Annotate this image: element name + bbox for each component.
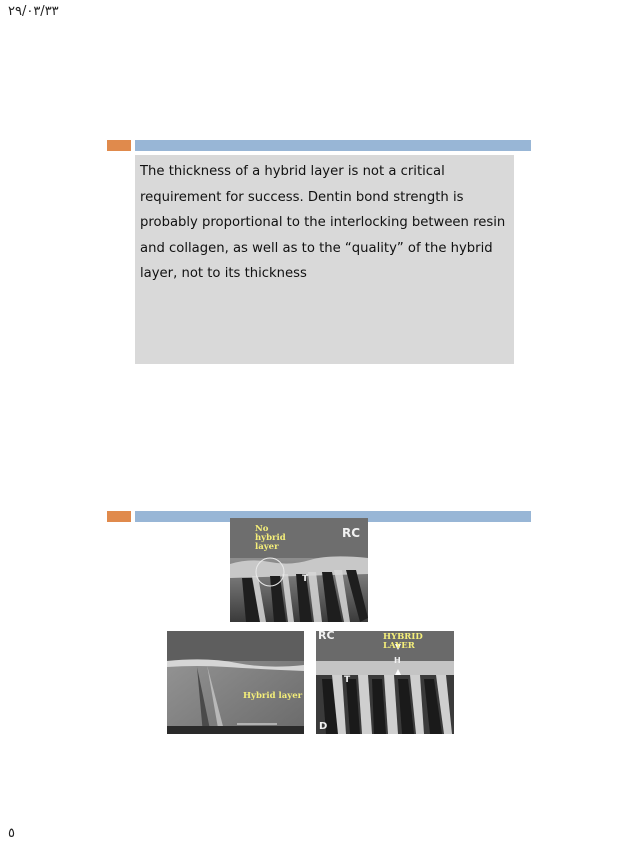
hybrid-layer-title: HYBRID LAYER: [383, 632, 423, 651]
tag-h: H: [394, 656, 401, 665]
page-number: ٥: [8, 826, 15, 841]
resin-composite-tag: RC: [342, 526, 361, 540]
resin-composite-tag: RC: [318, 631, 335, 642]
slide1-body-text: The thickness of a hybrid layer is not a critical requirement for success. Dentin bond strength is probably proportional to the interlocking between resin and collagen, as well as to the “quality” of the hybrid layer, not to its thickness: [140, 164, 506, 281]
slide2-accent-bar: [107, 511, 131, 522]
tag-t: T: [344, 675, 351, 685]
tag-t: T: [302, 574, 309, 584]
slide1-title-bar: [135, 140, 531, 151]
tag-d: D: [319, 721, 328, 732]
slide1-content-box: [135, 155, 514, 364]
micrograph-hybrid-layer-annotated: [316, 631, 454, 734]
hybrid-layer-label: Hybrid layer: [243, 691, 303, 701]
no-hybrid-layer-label: No hybrid layer: [255, 524, 286, 552]
micrograph-no-hybrid-layer: [230, 518, 368, 622]
slide1-accent-bar: [107, 140, 131, 151]
micrograph-hybrid-layer: [167, 631, 304, 734]
date-stamp: ٢٩/٠٣/٣٣: [8, 4, 59, 19]
